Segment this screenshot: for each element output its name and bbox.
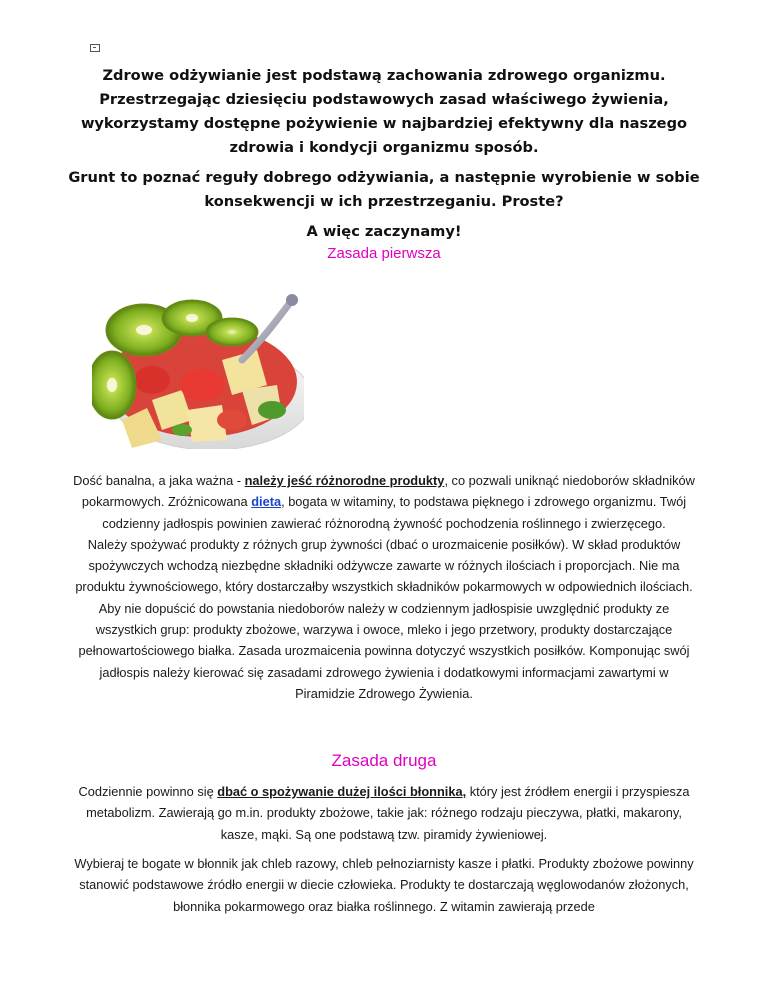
section2-text-b: który jest źródłem energii i przyspiesza metabolizm. Zawierają go m.in. produkty zbożowe, takie jak: różnego rodzaju pieczywa, płatki, makarony, kasze, mąki. Są one podstawą tzw. piramidy żywieniowej. [86,784,690,842]
section2-text-1 [70,781,698,845]
intro-paragraph-2: Grunt to poznać reguły dobrego odżywiania, a następnie wyrobienie w sobie konsekwencji w ich przestrzeganiu. Proste? [68,169,700,210]
section-heading-second: Zasada druga [331,751,437,770]
section2-emphasis: dbać o spożywanie dużej ilości błonnika, [217,784,467,799]
section2-text-2: Wybieraj te bogate w błonnik jak chleb razowy, chleb pełnoziarnisty kasze i płatki. Produkty zbożowe powinny stanowić podstawowe źródło energii w diecie człowieka. Produkty te dostarczają węglowodanów złożonych, błonnika pokarmowego oraz białka roślinnego. Z witamin zawierają przede [74,856,694,914]
section1-emphasis: należy jeść różnorodne produkty [244,473,445,488]
section1-text-b: , co pozwali uniknąć niedoborów składników pokarmowych. Zróżnicowana [81,473,695,510]
document-icon [90,44,100,52]
section2-text-a: Codziennie powinno się [78,784,218,799]
intro-block [60,64,708,244]
intro-paragraph-3: A więc zaczynamy! [306,223,462,240]
dieta-link[interactable]: dieta [251,494,282,510]
section1-text [70,470,698,704]
section-heading-first: Zasada pierwsza [327,245,441,262]
section1-text-a: Dość banalna, a jaka ważna - [73,473,245,488]
section1-text-2: Należy spożywać produkty z różnych grup żywności (dbać o urozmaicenie posiłków). W skład produktów spożywczych wchodzą niezbędne składniki odżywcze zawarte w różnych ilościach i proporcjach. Nie ma produktu żywnościowego, który dostarczałby wszystkich składników pokarmowych w odpowiednich ilościach. Aby nie dopuścić do powstania niedoborów należy w codziennym jadłospisie uwzględnić produkty ze wszystkich grup: produkty zbożowe, warzywa i owoce, mleko i jego przetwory, produkty dostarczające pełnowartościowego białka. Zasada urozmaicenia powinna dotyczyć wszystkich posiłków. Komponując swój jadłospis należy kierować się zasadami zdrowego żywienia i dodatkowymi informacjami zawartymi w Piramidzie Zdrowego Żywienia. [75,536,693,701]
intro-paragraph-1: Zdrowe odżywianie jest podstawą zachowania zdrowego organizmu. Przestrzegając dziesięciu podstawowych zasad właściwego żywienia, wykorzystamy dostępne pożywienie w najbardziej efektywny dla naszego zdrowia i kondycji organizmu sposób. [80,67,688,156]
fruit-salad-image [92,290,304,449]
section1-text-c: , bogata w witaminy, to podstawa pięknego i zdrowego organizmu. Twój codzienny jadłospis powinien zawierać różnorodną żywność pochodzenia roślinnego i zwierzęcego. [102,494,687,531]
